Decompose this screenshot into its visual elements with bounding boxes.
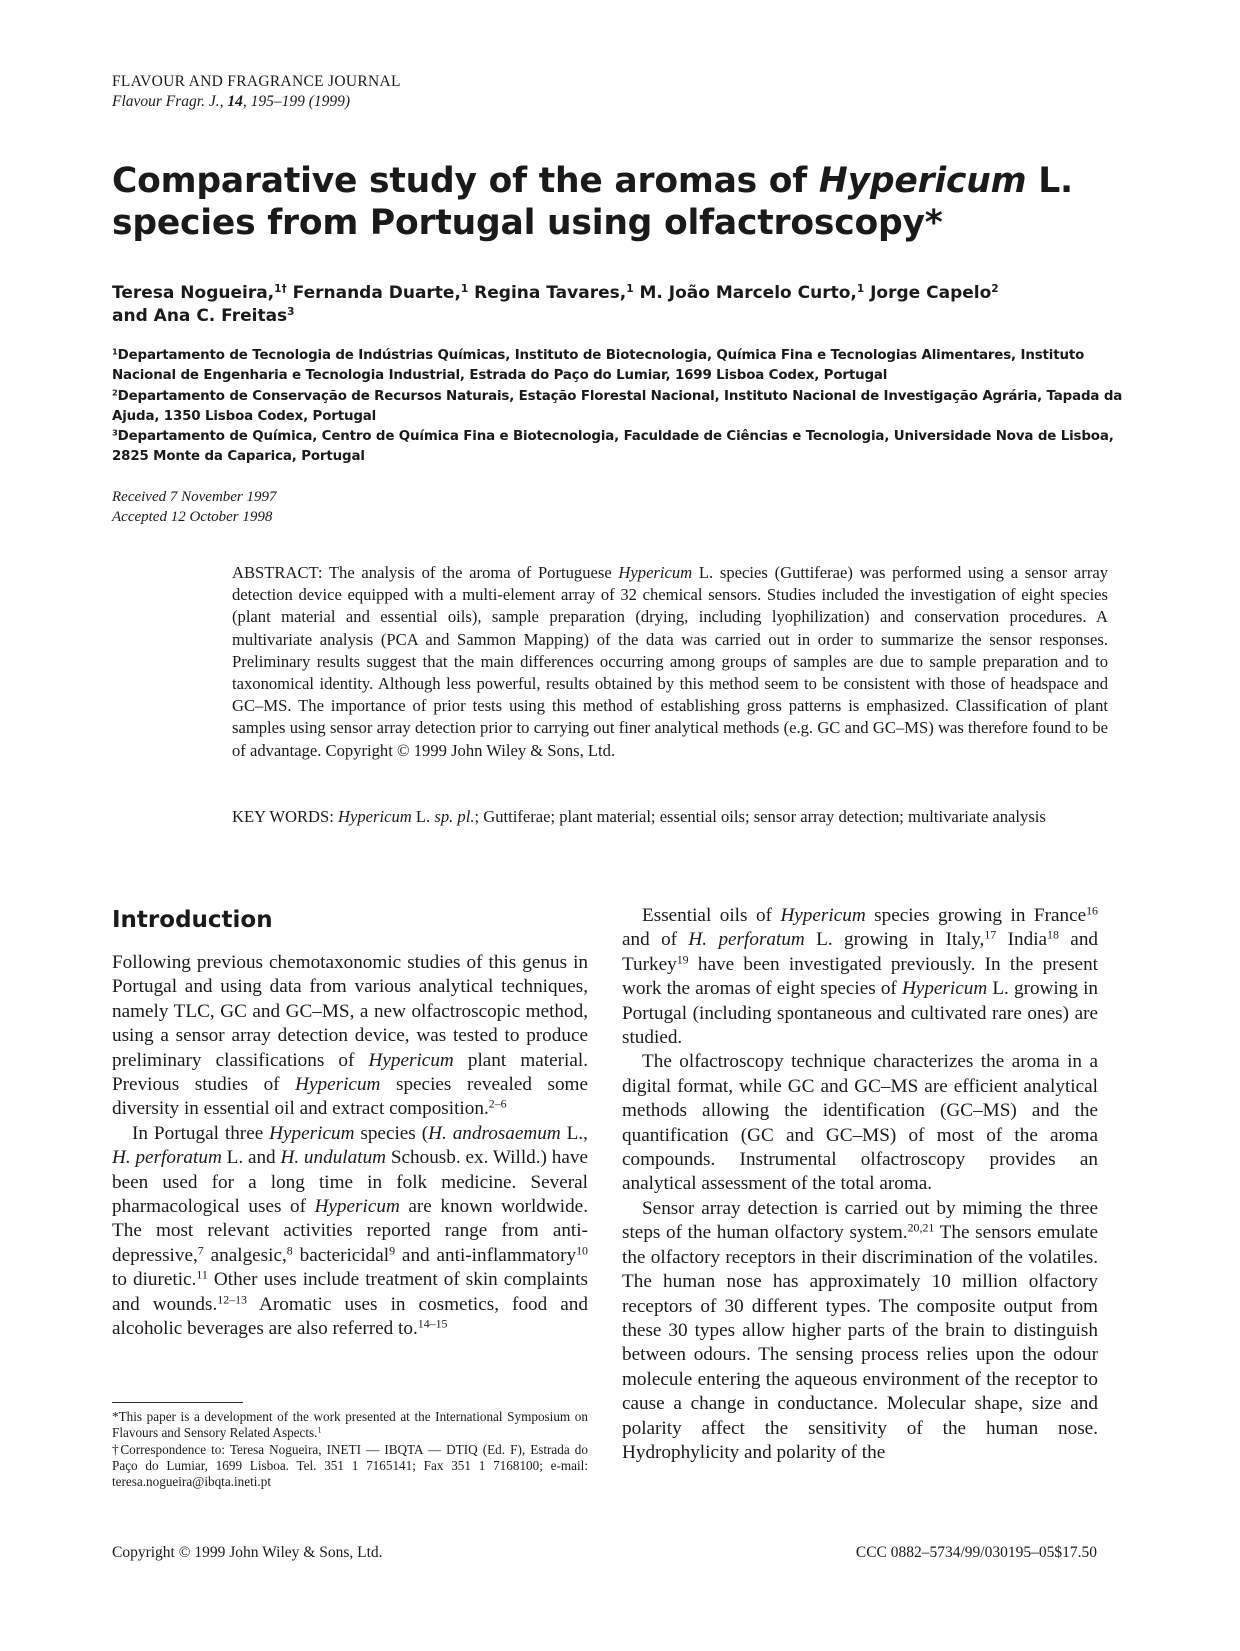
paragraph: The olfactroscopy technique characterizes the aroma in a digital format, while GC and GC–MS are efficient analytical methods allowing the identification (GC–MS) and the quantification (GC and GC–MS) of most of the aroma compounds. Instrumental olfactroscopy provides an analytical assessment of the total aroma.: [622, 1051, 1098, 1195]
reference-marker: 11: [196, 1267, 208, 1282]
footnotes: [112, 1409, 588, 1490]
text-run: Sensor array detection is carried out by miming the three steps of the human olfactory system.: [622, 1197, 1098, 1244]
text-run: species revealed some diversity in essential oil and extract composition.: [112, 1074, 588, 1120]
genus-name: Hypericum: [780, 905, 866, 926]
footnote-conference: [112, 1409, 588, 1442]
keywords-genus: Hypericum: [338, 807, 412, 826]
abstract-genus: Hypericum: [618, 563, 693, 582]
text-run: L. growing in Italy,: [804, 929, 985, 951]
species-name: H. perforatum: [112, 1147, 222, 1169]
author-name: Regina Tavares,: [474, 283, 627, 303]
article-title: [112, 160, 1132, 244]
article-dates: [112, 487, 277, 527]
keywords-text: [232, 806, 1108, 828]
author-name: Jorge Capelo: [870, 283, 992, 303]
text-run: Other uses include treatment of skin complaints and wounds.: [112, 1269, 588, 1315]
keywords-label: KEY WORDS:: [232, 807, 339, 826]
section-heading-introduction: Introduction: [112, 907, 273, 933]
paragraph: [112, 1122, 588, 1342]
author-list: [112, 282, 1132, 328]
abstract: [232, 562, 1108, 762]
text-run: L. and: [221, 1147, 281, 1169]
abstract-text: [232, 562, 1108, 762]
text-run: Essential oils of: [642, 905, 781, 926]
text-run: Schousb. ex. Willd.) have been used for a long time in folk medicine. Several pharmacological uses of: [112, 1147, 588, 1218]
author-joiner: and: [112, 306, 148, 326]
received-date: Received 7 November 1997: [112, 489, 277, 505]
text-run: species growing in France: [865, 905, 1087, 926]
text-run: to diuretic.: [112, 1269, 197, 1291]
paragraph: [112, 951, 588, 1122]
genus-name: Hypericum: [314, 1196, 400, 1218]
reference-marker: 8: [286, 1243, 293, 1258]
body-column-right: [622, 904, 1098, 1465]
reference-marker: 18: [1047, 927, 1059, 942]
reference-marker: 16: [1086, 903, 1098, 918]
keywords-sp: sp. pl.: [434, 807, 475, 826]
text-run: have been investigated previously. In the present work the aromas of eight species of: [622, 953, 1098, 1000]
reference-marker: 14–15: [417, 1316, 448, 1331]
reference-marker: 10: [576, 1243, 588, 1258]
keywords-rest: ; Guttiferae; plant material; essential oils; sensor array detection; multivariate analysis: [474, 807, 1046, 826]
genus-name: Hypericum: [295, 1074, 381, 1096]
author-name: Ana C. Freitas: [153, 306, 288, 326]
keywords-l: L.: [411, 807, 435, 826]
reference-marker: 12–13: [217, 1292, 247, 1307]
citation-journal: Flavour Fragr. J.: [112, 93, 220, 110]
author-name: Fernanda Duarte,: [292, 283, 461, 303]
author-affiliation-ref: 1: [460, 283, 469, 296]
species-name: H. perforatum: [688, 929, 805, 951]
author-name: M. João Marcelo Curto,: [639, 283, 857, 303]
author-affiliation-ref: 1: [856, 283, 865, 296]
text-run: plant material. Previous studies of: [112, 1049, 588, 1096]
footer-copyright: Copyright © 1999 John Wiley & Sons, Ltd.: [112, 1544, 383, 1561]
text-run: Following previous chemotaxonomic studies of this genus in Portugal and using data from various analytical techniques, namely TLC, GC and GC–MS, a new olfactroscopic method, using a sensor array detection device, was tested to produce preliminary classifications of: [112, 952, 588, 1071]
reference-marker: 1: [317, 1425, 322, 1435]
text-run: and Turkey: [622, 929, 1099, 975]
text-run: analgesic,: [203, 1244, 287, 1266]
affiliation-number: 1: [112, 346, 118, 357]
text-run: India: [996, 929, 1048, 951]
text-run: bactericidal: [292, 1244, 390, 1266]
text-run: species (: [354, 1122, 429, 1144]
affiliation-number: 3: [112, 427, 118, 438]
species-name: H. androsaemum: [428, 1122, 561, 1144]
reference-marker: 2–6: [488, 1096, 507, 1111]
species-name: H. undulatum: [280, 1147, 387, 1169]
genus-name: Hypericum: [368, 1049, 454, 1071]
affiliations: [112, 346, 1142, 468]
accepted-date: Accepted 12 October 1998: [112, 509, 273, 525]
keywords: [232, 806, 1108, 828]
reference-marker: 19: [676, 952, 689, 967]
text-run: and of: [622, 929, 689, 951]
footnote-correspondence: †Correspondence to: Teresa Nogueira, INETI — IBQTA — DTIQ (Ed. F), Estrada do Paço do Lumiar, 1699 Lisboa. Tel. 351 1 7165141; Fax 351 1 7168100; e-mail: teresa.nogueira@ibqta.ineti.pt: [112, 1441, 588, 1490]
paragraph: [622, 1197, 1098, 1465]
footnote-rule: [112, 1402, 243, 1403]
footer-code: CCC 0882–5734/99/030195–05$17.50: [855, 1544, 1097, 1561]
text-run: and anti-inflammatory: [395, 1244, 577, 1266]
affiliation-number: 2: [112, 387, 118, 398]
citation-volume: 14: [227, 93, 243, 110]
text-run: L. growing in Portugal (including spontaneous and cultivated rare ones) are studied.: [622, 978, 1098, 1049]
affiliation-text: Departamento de Química, Centro de Química Fina e Biotecnologia, Faculdade de Ciências e Tecnologia, Universidade Nova de Lisboa, 2825 Monte da Caparica, Portugal: [112, 429, 1114, 465]
paragraph: [622, 904, 1098, 1050]
genus-name: Hypericum: [269, 1122, 355, 1144]
body-column-left: [112, 951, 588, 1342]
affiliation-text: Departamento de Conservação de Recursos Naturais, Estação Florestal Nacional, Instituto Nacional de Investigação Agrária, Tapada da Ajuda, 1350 Lisboa Codex, Portugal: [112, 388, 1123, 424]
title-part-1: Comparative study of the aromas of: [112, 161, 819, 201]
affiliation: [112, 427, 1142, 468]
text-run: L.,: [560, 1122, 588, 1144]
abstract-lead: ABSTRACT: The analysis of the aroma of Portuguese: [232, 563, 619, 582]
corresponding-author-mark: †: [281, 283, 287, 296]
author-affiliation-ref: 2: [991, 283, 999, 296]
title-genus: Hypericum: [818, 161, 1027, 201]
abstract-body: L. species (Guttiferae) was performed using a sensor array detection device equipped with a multi-element array of 32 chemical sensors. Studies included the investigation of eight species (plant material and essential oils), sample preparation (drying, including lyophilization) and conservation procedures. A multivariate analysis (PCA and Sammon Mapping) of the data was carried out in order to summarize the sensor responses. Preliminary results suggest that the main differences occurring among groups of samples are due to sample preparation and to taxonomical identity. Although less powerful, results obtained by this method seem to be consistent with those of headspace and GC–MS. The importance of prior tests using this method of establishing gross patterns is emphasized. Classification of plant samples using sensor array detection prior to carrying out finer analytical methods (e.g. GC and GC–MS) was therefore found to be of advantage. Copyright © 1999 John Wiley & Sons, Ltd.: [232, 563, 1109, 760]
text-run: are known worldwide. The most relevant activities reported range from anti-depressive,: [112, 1196, 588, 1266]
reference-marker: 7: [197, 1243, 204, 1258]
title-part-2: L. species from Portugal using olfactroscopy*: [112, 161, 1073, 243]
text-run: In Portugal three: [132, 1122, 270, 1144]
author-name: Teresa Nogueira,: [112, 283, 275, 303]
citation-pages-year: , 195–199 (1999): [242, 93, 351, 110]
running-header: [112, 72, 401, 112]
affiliation: [112, 346, 1142, 387]
genus-name: Hypericum: [901, 978, 988, 1000]
author-affiliation-ref: 1: [274, 283, 282, 296]
reference-marker: 17: [984, 927, 997, 942]
reference-marker: 20,21: [907, 1220, 935, 1235]
author-affiliation-ref: 3: [287, 306, 295, 319]
affiliation-text: Departamento de Tecnologia de Indústrias Químicas, Instituto de Biotecnologia, Química Fina e Tecnologias Alimentares, Instituto Nacional de Engenharia e Tecnologia Industrial, Estrada do Paço do Lumiar, 1699 Lisboa Codex, Portugal: [112, 348, 1085, 384]
reference-marker: 9: [389, 1243, 396, 1258]
footnote-text: *This paper is a development of the work presented at the International Symposium on Flavours and Sensory Related Aspects.: [112, 1409, 588, 1441]
journal-citation: Flavour Fragr. J., 14, 195–199 (1999): [112, 93, 351, 110]
text-run: Aromatic uses in cosmetics, food and alcoholic beverages are also referred to.: [112, 1293, 588, 1340]
author-affiliation-ref: 1: [626, 283, 634, 296]
affiliation: [112, 387, 1142, 428]
journal-name: FLAVOUR AND FRAGRANCE JOURNAL: [112, 73, 401, 90]
text-run: The sensors emulate the olfactory receptors in their discrimination of the volatiles. The human nose has approximately 10 million olfactory receptors of 30 different types. The composite output from these 30 types allow higher parts of the brain to distinguish between odours. The sensing process relies upon the odour molecule entering the aqueous environment of the receptor to cause a change in conductance. Molecular shape, size and polarity affect the sensitivity of the human nose. Hydrophylicity and polarity of the: [622, 1222, 1098, 1463]
